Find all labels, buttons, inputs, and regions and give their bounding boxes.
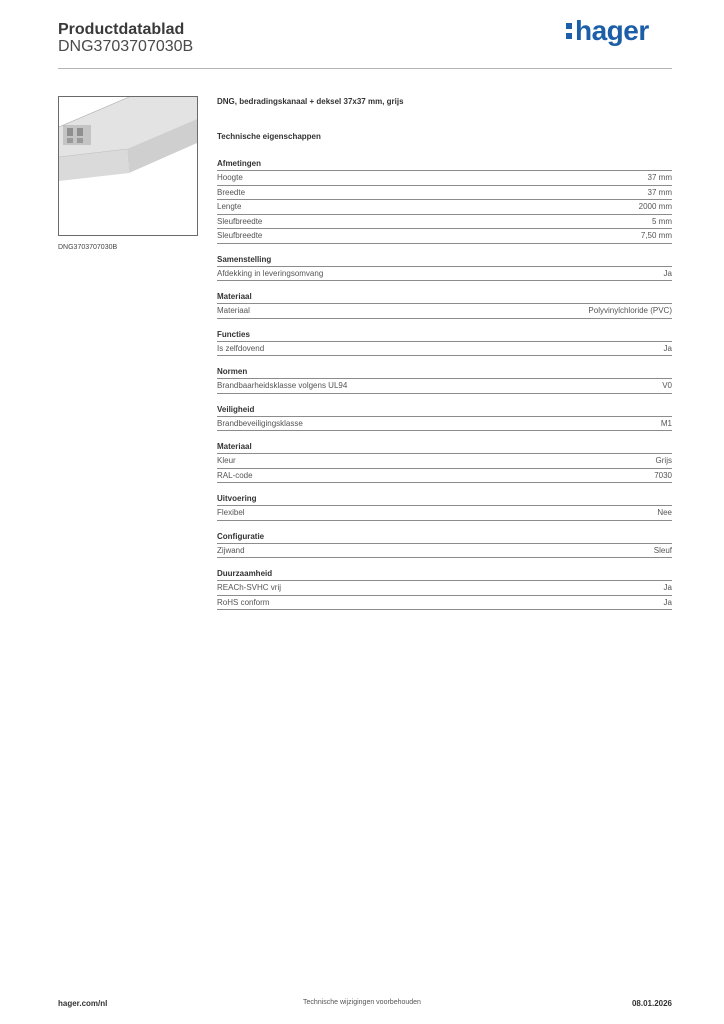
page-title: Productdatablad: [58, 21, 185, 38]
product-code: DNG3703707030B: [58, 38, 194, 55]
spec-row: [217, 379, 672, 394]
spec-value: 2000 mm: [638, 202, 672, 211]
spec-section: [217, 493, 672, 521]
spec-section: [217, 158, 672, 244]
section-title: Materiaal: [217, 291, 672, 304]
spec-value: Ja: [663, 583, 672, 592]
spec-row: [217, 581, 672, 596]
spec-row: [217, 229, 672, 244]
product-details: [217, 96, 672, 620]
spec-row: [217, 215, 672, 230]
hager-logo: [566, 15, 649, 47]
spec-label: Is zelfdovend: [217, 343, 265, 353]
spec-section: [217, 531, 672, 559]
footer-notice: Technische wijzigingen voorbehouden: [303, 999, 421, 1006]
spec-value: Ja: [663, 268, 672, 278]
spec-value: 37 mm: [647, 173, 672, 182]
section-title: Materiaal: [217, 441, 672, 454]
spec-label: Zijwand: [217, 545, 245, 555]
section-title: Afmetingen: [217, 158, 672, 171]
spec-row: [217, 417, 672, 432]
spec-section: [217, 329, 672, 357]
spec-value: Sleuf: [653, 545, 672, 555]
spec-label: Materiaal: [217, 306, 250, 315]
spec-label: Flexibel: [217, 508, 245, 517]
spec-row: [217, 596, 672, 611]
spec-label: REACh-SVHC vrij: [217, 583, 282, 592]
spec-label: Sleufbreedte: [217, 231, 263, 240]
product-image: [58, 96, 198, 236]
spec-section: [217, 254, 672, 282]
spec-value: V0: [662, 381, 672, 390]
header-divider: [58, 68, 672, 69]
spec-label: Brandbaarheidsklasse volgens UL94: [217, 381, 348, 390]
spec-label: Brandbeveiligingsklasse: [217, 418, 303, 428]
section-title: Uitvoering: [217, 493, 672, 506]
spec-label: RAL-code: [217, 470, 253, 480]
spec-row: [217, 200, 672, 215]
spec-value: 7030: [654, 470, 672, 480]
product-description: DNG, bedradingskanaal + deksel 37x37 mm, grijs: [217, 97, 404, 106]
spec-row: [217, 469, 672, 484]
spec-row: [217, 544, 672, 559]
section-title: Veiligheid: [217, 404, 672, 417]
spec-value: Nee: [657, 508, 672, 517]
spec-value: 7,50 mm: [640, 231, 672, 240]
spec-row: [217, 186, 672, 201]
spec-row: [217, 267, 672, 282]
spec-label: Afdekking in leveringsomvang: [217, 268, 324, 278]
spec-value: 37 mm: [647, 187, 672, 197]
spec-section: [217, 404, 672, 432]
spec-label: Breedte: [217, 187, 246, 197]
spec-label: Lengte: [217, 202, 242, 211]
logo-dots-icon: [566, 21, 573, 41]
image-caption: DNG3703707030B: [58, 244, 118, 251]
spec-row: [217, 342, 672, 357]
spec-row: [217, 454, 672, 469]
spec-value: Ja: [663, 343, 672, 353]
spec-value: M1: [660, 418, 672, 428]
spec-value: Grijs: [655, 456, 672, 465]
section-title: Samenstelling: [217, 254, 672, 267]
spec-row: [217, 506, 672, 521]
spec-section: [217, 568, 672, 610]
section-title: Duurzaamheid: [217, 568, 672, 581]
section-title: Normen: [217, 366, 672, 379]
spec-row: [217, 171, 672, 186]
footer-date: 08.01.2026: [631, 999, 672, 1008]
spec-sections: [217, 158, 672, 610]
spec-label: Hoogte: [217, 173, 243, 182]
spec-section: [217, 441, 672, 483]
technical-properties-heading: Technische eigenschappen: [217, 132, 321, 141]
spec-section: [217, 291, 672, 319]
spec-value: Polyvinylchloride (PVC): [588, 306, 672, 315]
spec-label: Kleur: [217, 456, 236, 465]
spec-label: Sleufbreedte: [217, 216, 263, 226]
spec-value: Ja: [663, 597, 672, 607]
spec-section: [217, 366, 672, 394]
section-title: Functies: [217, 329, 672, 342]
footer-website: hager.com/nl: [58, 999, 108, 1008]
spec-row: [217, 304, 672, 319]
spec-label: RoHS conform: [217, 597, 270, 607]
logo-text: hager: [575, 15, 649, 46]
section-title: Configuratie: [217, 531, 672, 544]
spec-value: 5 mm: [652, 216, 672, 226]
